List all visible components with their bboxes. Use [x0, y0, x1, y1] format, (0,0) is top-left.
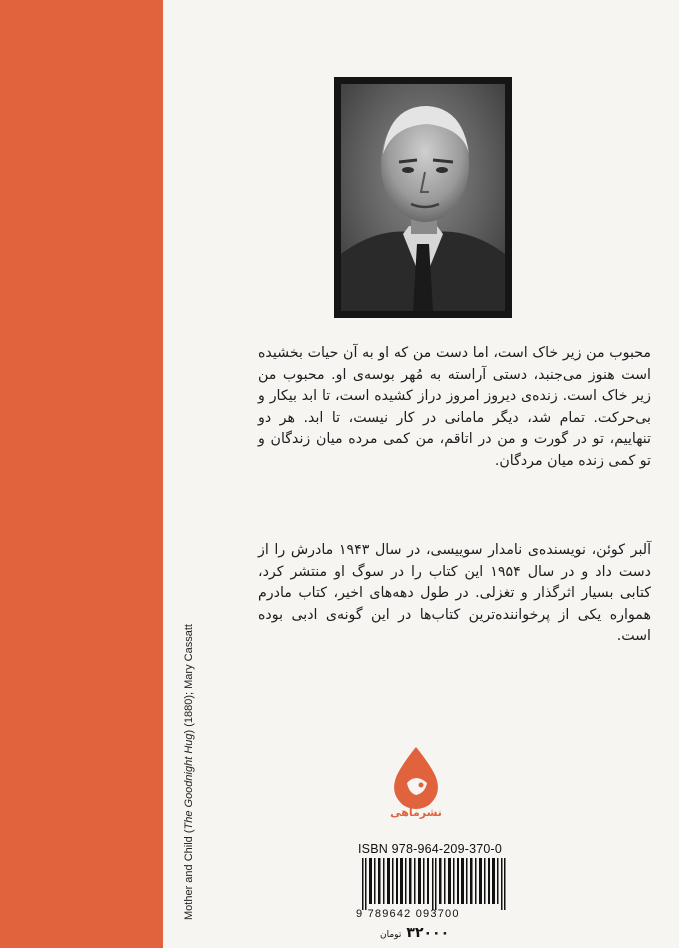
publisher-name: نشرماهی — [390, 806, 442, 819]
cover-art-credit — [183, 624, 195, 920]
isbn-label: ISBN 978-964-209-370-0 — [358, 842, 503, 856]
barcode — [356, 858, 512, 910]
author-photo — [334, 77, 512, 318]
credit-prefix: Mother and Child ( — [183, 829, 195, 920]
credit-title: The Goodnight Hug — [183, 733, 195, 830]
price-amount: ۳۲۰۰۰ — [406, 925, 450, 941]
author-portrait-photo — [341, 84, 505, 311]
credit-suffix: ) (1880); Mary Cassatt — [183, 624, 195, 734]
price-unit: تومان — [380, 930, 402, 940]
fish-logo-icon — [385, 745, 447, 811]
excerpt-paragraph: محبوب من زیر خاک است، اما دست من که او به آن حیات بخشیده است هنوز می‌جنبد، دستی آراسته به مُهر بوسه‌ی او. محبوب من زیر خاک است. زنده‌ی دیروز امروز دراز کشیده است، تا ابد بیکار و بی‌حرکت. تمام شد، دیگر مامانی در کار نیست، تا ابد. هر دو تنهاییم، تو در گورت و من در اتاقم، من کمی مرده میان زندگان و تو کمی زنده میان مردگان. — [258, 345, 651, 469]
barcode-digits: 9 789642 093700 — [356, 908, 460, 920]
price — [380, 922, 449, 941]
about-paragraph: آلبر کوئن، نویسنده‌ی نامدار سوییسی، در سال ۱۹۴۳ مادرش را از دست داد و در سال ۱۹۵۴ این کتاب را در سوگ او منتشر کرد، کتابی بسیار اثرگذار و تغزلی. در طول دهه‌های اخیر، کتاب مادرم همواره یکی از پرخواننده‌ترین کتاب‌ها در این گونه‌ی ادبی بوده است. — [258, 542, 652, 645]
orange-spine-band — [0, 0, 163, 948]
